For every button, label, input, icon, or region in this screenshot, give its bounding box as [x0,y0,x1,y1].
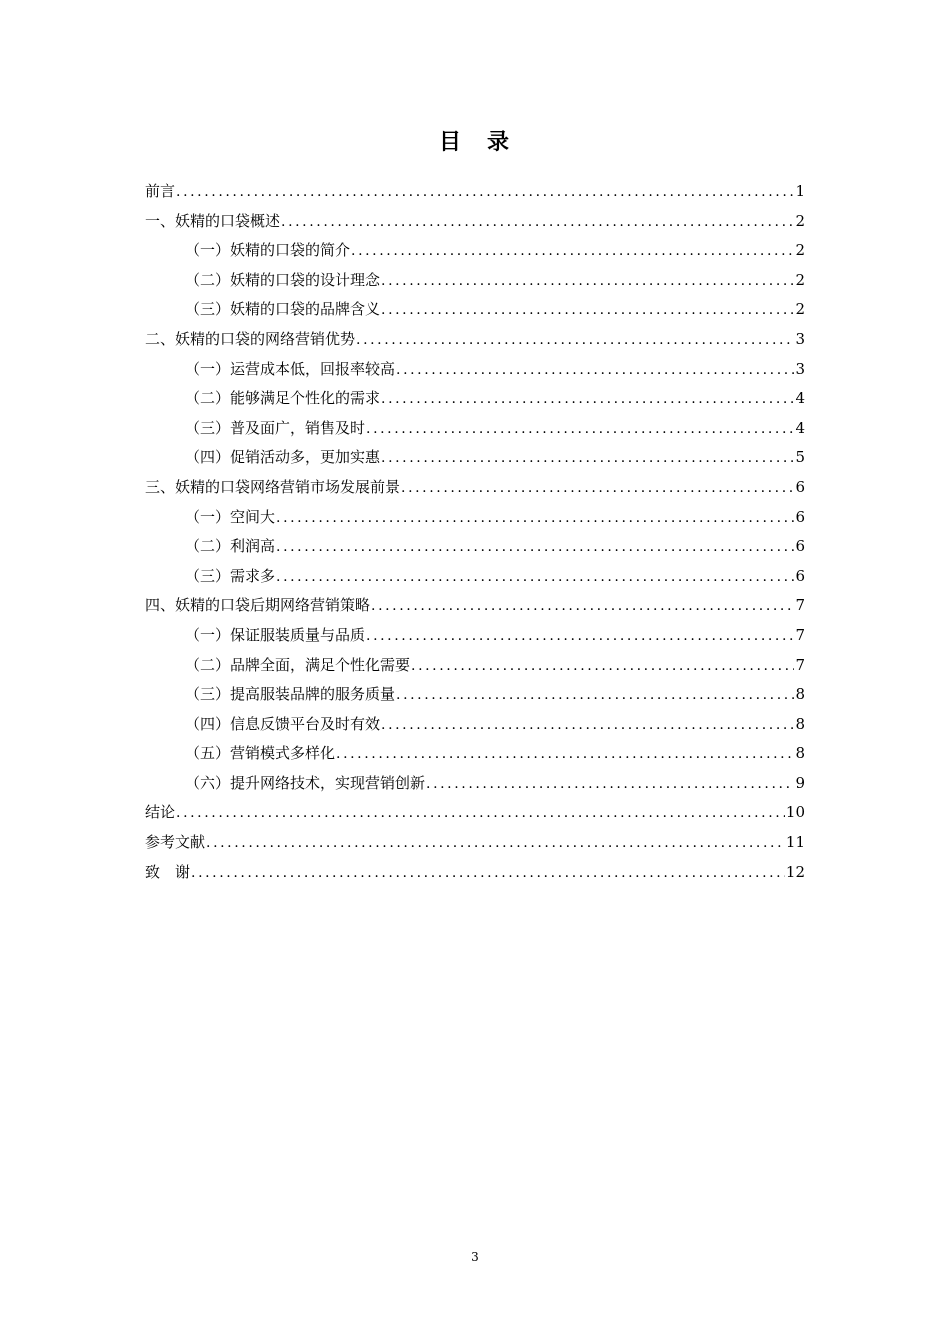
toc-entry-label: （三）需求多 [185,566,276,585]
toc-entry-label: 四、妖精的口袋后期网络营销策略 [145,596,371,615]
toc-entry-page: 9 [795,773,805,792]
toc-dot-leader [281,208,794,238]
toc-dot-leader [366,415,794,445]
toc-entry[interactable] [145,414,805,444]
toc-dot-leader [426,770,794,800]
toc-entry-page: 6 [795,507,805,526]
toc-entry-label: （三）妖精的口袋的品牌含义 [185,300,381,319]
toc-entry[interactable] [145,473,805,503]
toc-entry[interactable] [145,177,805,207]
toc-entry-label: （二）能够满足个性化的需求 [185,389,381,408]
toc-entry[interactable] [145,858,805,888]
toc-list [145,177,805,887]
toc-entry-page: 3 [795,329,805,348]
toc-entry-page: 7 [795,625,805,644]
toc-dot-leader [366,622,794,652]
toc-entry[interactable] [145,621,805,651]
toc-entry[interactable] [145,739,805,769]
toc-entry-label: 前言 [145,182,176,200]
toc-entry-label: （一）空间大 [185,507,276,526]
toc-entry-page: 1 [795,182,805,200]
toc-dot-leader [176,799,785,829]
toc-entry-label: 一、妖精的口袋概述 [145,211,281,230]
toc-title: 目 录 [438,130,511,155]
toc-dot-leader [176,178,794,208]
toc-entry[interactable] [145,443,805,473]
toc-entry[interactable] [145,207,805,237]
toc-entry-label: （二）利润高 [185,537,276,556]
toc-entry[interactable] [145,828,805,858]
toc-entry[interactable] [145,710,805,740]
toc-entry-page: 2 [795,270,805,289]
toc-entry-label: 结论 [145,803,176,822]
toc-entry-page: 8 [795,744,805,763]
toc-entry-page: 10 [785,803,805,822]
toc-entry-label: 致 谢 [145,862,191,881]
toc-entry-label: 三、妖精的口袋网络营销市场发展前景 [145,477,401,496]
toc-dot-leader [381,296,794,326]
toc-dot-leader [371,592,794,622]
toc-entry-page: 12 [785,862,805,881]
toc-entry[interactable] [145,769,805,799]
toc-entry[interactable] [145,236,805,266]
toc-dot-leader [381,444,794,474]
toc-entry-page: 2 [795,300,805,319]
toc-entry-page: 11 [785,833,805,852]
toc-entry-label: （三）提高服装品牌的服务质量 [185,685,396,704]
toc-entry[interactable] [145,384,805,414]
toc-entry[interactable] [145,503,805,533]
toc-entry-label: （一）保证服装质量与品质 [185,625,366,644]
toc-entry[interactable] [145,651,805,681]
toc-entry-page: 4 [795,389,805,408]
toc-entry[interactable] [145,266,805,296]
toc-entry-label: 参考文献 [145,833,206,852]
toc-entry[interactable] [145,562,805,592]
toc-entry-page: 8 [795,714,805,733]
toc-entry-label: （一）妖精的口袋的简介 [185,241,351,260]
toc-dot-leader [381,385,794,415]
toc-entry-page: 4 [795,418,805,437]
toc-entry-page: 6 [795,566,805,585]
toc-entry-page: 7 [795,596,805,615]
toc-entry-page: 2 [795,241,805,260]
page-number: 3 [471,1250,479,1264]
toc-entry-page: 6 [795,537,805,556]
toc-dot-leader [336,740,794,770]
toc-entry-label: （五）营销模式多样化 [185,744,336,763]
toc-entry-label: 二、妖精的口袋的网络营销优势 [145,329,356,348]
toc-dot-leader [356,326,794,356]
toc-entry[interactable] [145,355,805,385]
toc-dot-leader [381,267,794,297]
toc-entry-label: （三）普及面广，销售及时 [185,418,366,437]
toc-entry-page: 6 [795,477,805,496]
toc-entry-page: 7 [795,655,805,674]
toc-dot-leader [381,711,794,741]
toc-entry-page: 3 [795,359,805,378]
toc-dot-leader [396,681,794,711]
toc-entry[interactable] [145,295,805,325]
toc-dot-leader [191,859,785,889]
toc-entry-page: 5 [795,448,805,467]
toc-entry-label: （二）品牌全面，满足个性化需要 [185,655,411,674]
toc-entry-label: （四）促销活动多，更加实惠 [185,448,381,467]
toc-dot-leader [276,563,794,593]
toc-entry[interactable] [145,325,805,355]
toc-entry-label: （一）运营成本低，回报率较高 [185,359,396,378]
toc-entry-label: （四）信息反馈平台及时有效 [185,714,381,733]
toc-dot-leader [411,652,794,682]
toc-entry[interactable] [145,591,805,621]
toc-entry-label: （六）提升网络技术，实现营销创新 [185,773,426,792]
toc-entry[interactable] [145,532,805,562]
toc-entry[interactable] [145,798,805,828]
toc-entry-label: （二）妖精的口袋的设计理念 [185,270,381,289]
toc-dot-leader [351,237,794,267]
toc-entry[interactable] [145,680,805,710]
toc-entry-page: 8 [795,685,805,704]
toc-dot-leader [396,356,794,386]
toc-dot-leader [206,829,785,859]
toc-entry-page: 2 [795,211,805,230]
toc-dot-leader [401,474,794,504]
toc-dot-leader [276,504,794,534]
toc-dot-leader [276,533,794,563]
